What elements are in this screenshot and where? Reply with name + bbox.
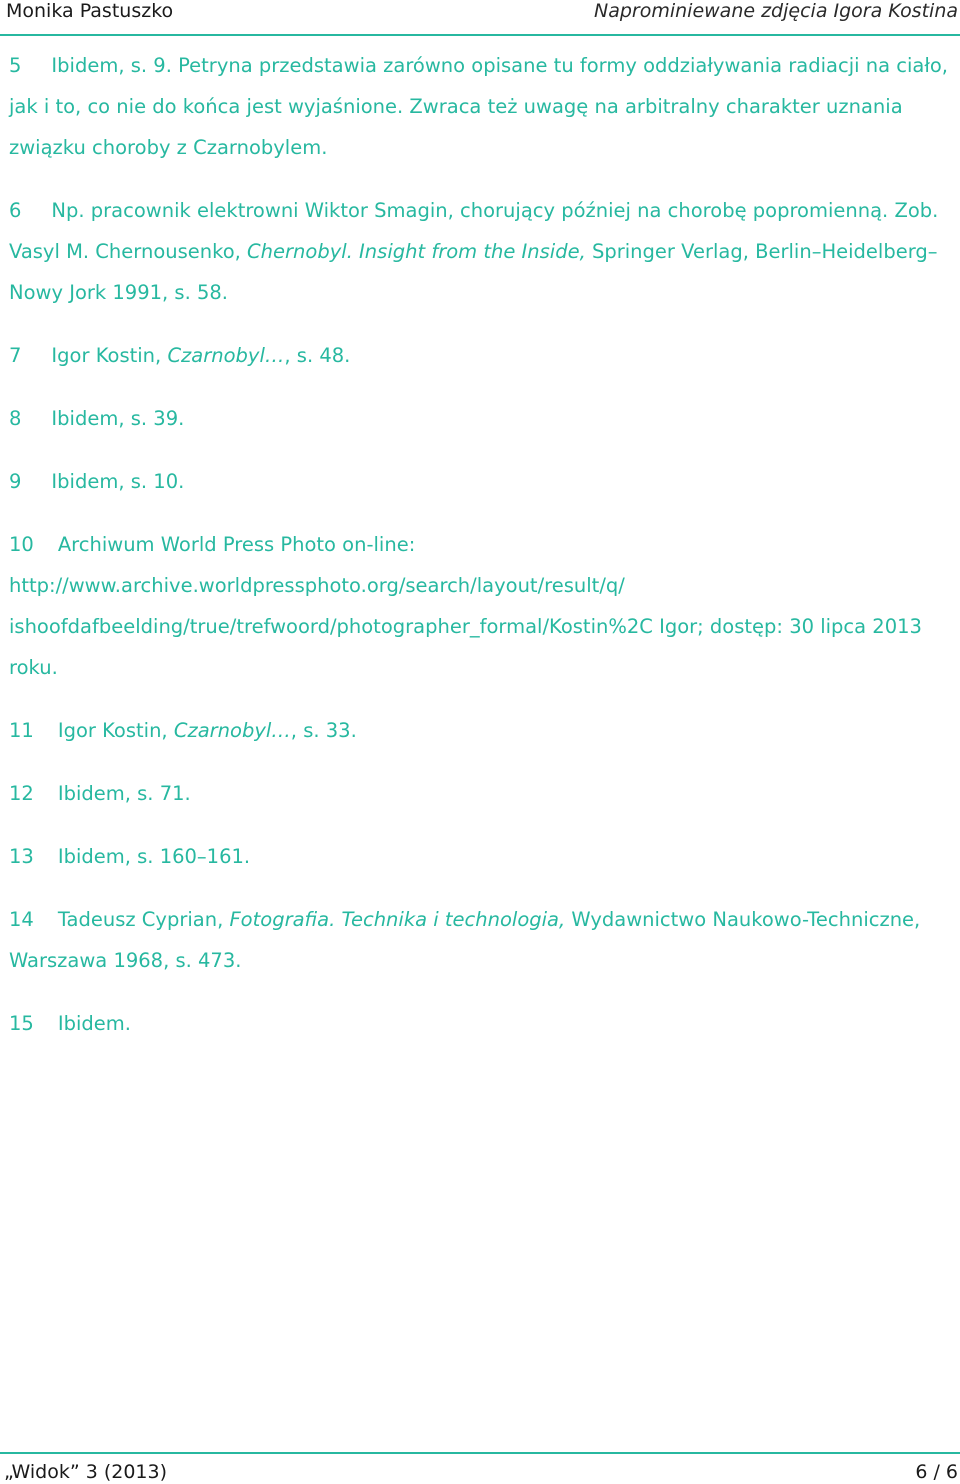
footnote-13: [9, 836, 957, 877]
footnote-text: Wydawnictwo Naukowo-Techniczne, Warszawa 1968, s. 473.: [9, 908, 921, 972]
footnote-15: [9, 1003, 957, 1044]
footnote-text: Ibidem, s. 160–161.: [57, 845, 251, 868]
footnote-text: Archiwum World Press Photo on-line: http://www.archive.worldpressphoto.org/search/layout/result/q/ ishoofdafbeelding/true/trefwoord/photographer_formal/Kostin%2C Igor; dostęp: 30 lipca 2013 roku.: [9, 533, 922, 679]
footnote-text: Np. pracownik elektrowni Wiktor Smagin, chorujący później na chorobę popromienną. Zob. Vasyl M. Chernousenko,: [9, 199, 939, 263]
article-title: Naprominiewane zdjęcia Igora Kostina: [593, 0, 958, 22]
footnote-text: Ibidem.: [57, 1012, 131, 1035]
page-number: 6 / 6: [915, 1461, 958, 1483]
footnote-12: [9, 773, 957, 814]
footnote-9: [9, 461, 957, 502]
page-footer: [0, 1452, 960, 1484]
footnote-number: 5: [9, 54, 22, 77]
footnote-italic-text: Czarnobyl…: [173, 719, 291, 742]
footnote-number: 13: [9, 845, 34, 868]
footnote-text: , s. 48.: [284, 344, 351, 367]
footnote-number: 9: [9, 470, 22, 493]
footnote-text: , s. 33.: [290, 719, 357, 742]
footnote-7: [9, 335, 957, 376]
footnote-number: 12: [9, 782, 34, 805]
footnotes-list: [9, 45, 957, 1066]
footnote-text: Tadeusz Cyprian,: [57, 908, 230, 931]
footnote-italic-text: Czarnobyl…: [167, 344, 285, 367]
footnote-text: Springer Verlag, Berlin–Heidelberg–Nowy Jork 1991, s. 58.: [9, 240, 938, 304]
footnote-6: [9, 190, 957, 313]
footnote-5: [9, 45, 957, 168]
footnote-italic-text: Chernobyl. Insight from the Inside,: [247, 240, 586, 263]
footnote-number: 14: [9, 908, 34, 931]
page-header: [0, 0, 960, 36]
author-name: Monika Pastuszko: [6, 0, 174, 22]
footnote-14: [9, 899, 957, 981]
footnote-number: 6: [9, 199, 22, 222]
footnote-text: Ibidem, s. 10.: [51, 470, 185, 493]
footnote-text: Ibidem, s. 9. Petryna przedstawia zarówno opisane tu formy oddziaływania radiacji na ciało, jak i to, co nie do końca jest wyjaśnione. Zwraca też uwagę na arbitralny charakter uznania związku choroby z Czarnobylem.: [9, 54, 949, 159]
footnote-text: Igor Kostin,: [51, 344, 168, 367]
footnote-number: 10: [9, 533, 34, 556]
footnote-number: 15: [9, 1012, 34, 1035]
journal-issue: „Widok” 3 (2013): [4, 1461, 168, 1483]
footnote-text: Ibidem, s. 39.: [51, 407, 185, 430]
footnote-text: Ibidem, s. 71.: [57, 782, 191, 805]
footnote-text: Igor Kostin,: [57, 719, 174, 742]
footnote-8: [9, 398, 957, 439]
footnote-number: 11: [9, 719, 34, 742]
footnote-11: [9, 710, 957, 751]
footnote-10: [9, 524, 957, 688]
footnote-italic-text: Fotografia. Technika i technologia,: [229, 908, 566, 931]
footnote-number: 8: [9, 407, 22, 430]
footnote-number: 7: [9, 344, 22, 367]
